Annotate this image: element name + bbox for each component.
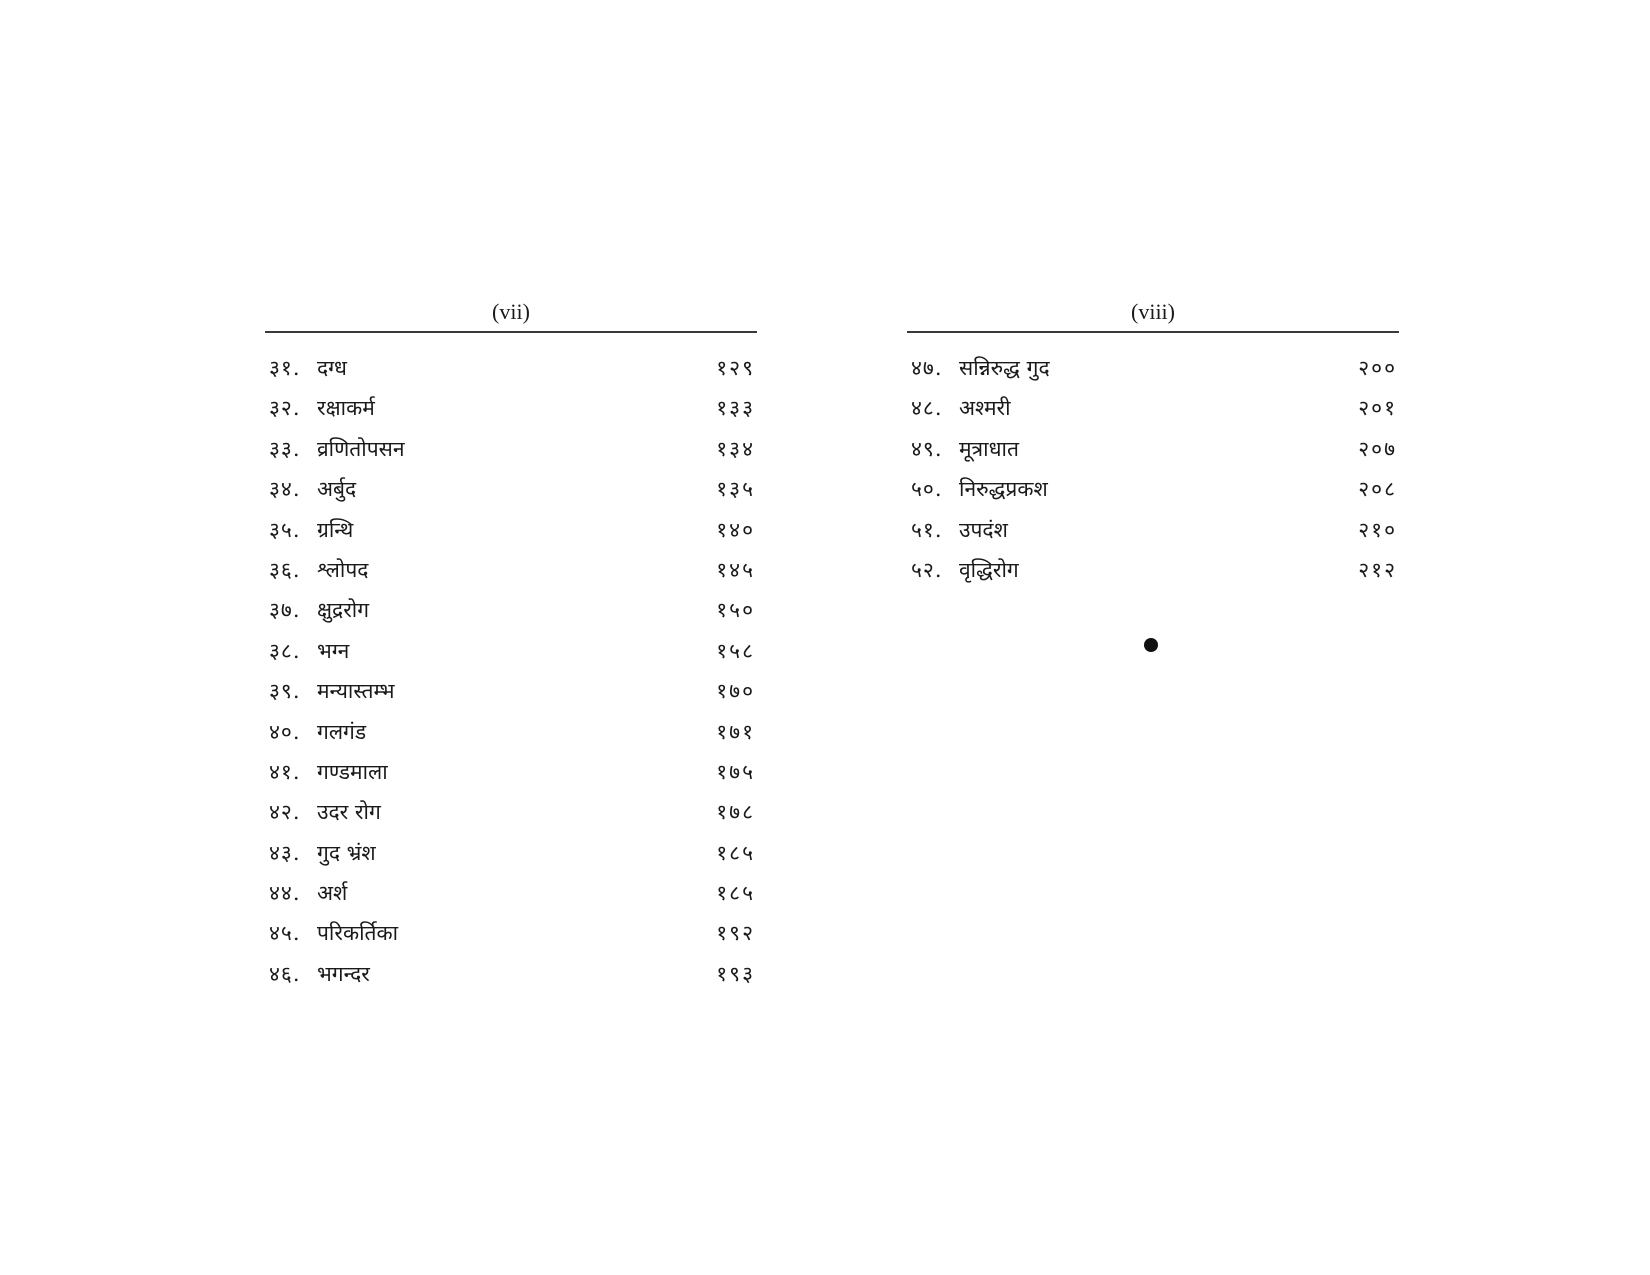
entry-title: रक्षाकर्म — [317, 396, 375, 421]
entry-number: ५१. — [911, 517, 943, 542]
entry-page-number: १५० — [716, 598, 755, 623]
entry-page-number: १९३ — [716, 961, 755, 986]
entry-number: ३९. — [269, 679, 301, 704]
entry-number: ५२. — [911, 557, 943, 582]
entry-number: ४२. — [269, 800, 301, 825]
entry-page-number: १४० — [716, 517, 755, 542]
entry-page-number: १८५ — [716, 881, 755, 906]
entry-title: उपदंश — [959, 517, 1008, 542]
entry-number: ३५. — [269, 517, 301, 542]
entry-page-number: १७० — [716, 679, 755, 704]
entry-title: गण्डमाला — [317, 759, 388, 784]
entry-number: ३४. — [269, 477, 301, 502]
toc-list — [907, 351, 1399, 593]
entry-number: ३३. — [269, 436, 301, 461]
entry-page-number: १७१ — [716, 719, 755, 744]
toc-entry — [907, 351, 1399, 391]
entry-page-number: १३३ — [716, 396, 755, 421]
entry-title: अश्मरी — [959, 396, 1011, 421]
entry-number: ४५. — [269, 921, 301, 946]
toc-entry — [265, 674, 757, 714]
entry-title: वृद्धिरोग — [959, 557, 1019, 582]
toc-entry — [265, 715, 757, 755]
entry-title: सन्निरुद्ध गुद — [959, 356, 1050, 380]
header-rule — [265, 331, 757, 333]
entry-title: भगन्दर — [317, 961, 370, 986]
toc-entry — [265, 432, 757, 472]
entry-page-number: २०० — [1358, 356, 1397, 380]
toc-list — [265, 351, 757, 997]
toc-entry — [265, 391, 757, 431]
entry-title: मूत्राधात — [959, 436, 1019, 461]
entry-page-number: १९२ — [716, 921, 755, 946]
toc-entry — [907, 472, 1399, 512]
entry-title: गुद भ्रंश — [317, 840, 376, 865]
entry-page-number: १३४ — [716, 436, 755, 461]
entry-number: ५०. — [911, 477, 943, 502]
toc-entry — [265, 876, 757, 916]
entry-number: ४६. — [269, 961, 301, 986]
toc-entry — [265, 634, 757, 674]
entry-number: ४०. — [269, 719, 301, 744]
entry-number: ४८. — [911, 396, 943, 421]
toc-entry — [907, 513, 1399, 553]
entry-title: निरुद्धप्रकश — [959, 477, 1048, 502]
page-number: (vii) — [492, 299, 530, 324]
toc-entry — [265, 472, 757, 512]
entry-number: ३१. — [269, 356, 301, 380]
toc-entry — [265, 513, 757, 553]
entry-page-number: २१० — [1358, 517, 1397, 542]
entry-page-number: २१२ — [1358, 557, 1397, 582]
entry-title: गलगंड — [317, 719, 367, 744]
entry-title: क्षुद्ररोग — [317, 598, 370, 623]
toc-entry — [907, 432, 1399, 472]
entry-number: ४३. — [269, 840, 301, 865]
entry-page-number: २०७ — [1358, 436, 1397, 461]
entry-page-number: १३५ — [716, 477, 755, 502]
toc-entry — [265, 795, 757, 835]
entry-number: ४९. — [911, 436, 943, 461]
entry-title: ग्रन्थि — [317, 517, 354, 542]
entry-number: ३७. — [269, 598, 301, 623]
toc-entry — [265, 553, 757, 593]
entry-title: भग्न — [317, 638, 350, 663]
entry-page-number: १७८ — [716, 800, 755, 825]
entry-title: अर्बुद — [317, 477, 357, 502]
entry-number: ३२. — [269, 396, 301, 421]
entry-page-number: १८५ — [716, 840, 755, 865]
end-bullet — [1144, 638, 1158, 652]
toc-entry — [265, 957, 757, 997]
entry-title: व्रणितोपसन — [317, 436, 405, 461]
toc-entry — [907, 553, 1399, 593]
entry-page-number: १५८ — [716, 638, 755, 663]
entry-title: दग्ध — [317, 356, 347, 380]
header-rule — [907, 331, 1399, 333]
entry-number: ३६. — [269, 557, 301, 582]
toc-entry — [265, 593, 757, 633]
entry-page-number: १७५ — [716, 759, 755, 784]
toc-entry — [265, 836, 757, 876]
entry-page-number: १४५ — [716, 557, 755, 582]
entry-title: अर्श — [317, 881, 348, 906]
toc-entry — [265, 351, 757, 391]
entry-page-number: २०१ — [1358, 396, 1397, 421]
entry-title: उदर रोग — [317, 800, 381, 825]
entry-number: ४७. — [911, 356, 943, 380]
entry-title: परिकर्तिका — [317, 921, 399, 946]
toc-entry — [265, 755, 757, 795]
entry-page-number: २०८ — [1358, 477, 1397, 502]
entry-page-number: १२९ — [716, 356, 755, 380]
entry-title: श्लोपद — [317, 557, 369, 582]
entry-title: मन्यास्तम्भ — [317, 679, 395, 704]
entry-number: ४१. — [269, 759, 301, 784]
entry-number: ४४. — [269, 881, 301, 906]
toc-entry — [265, 916, 757, 956]
toc-entry — [907, 391, 1399, 431]
entry-number: ३८. — [269, 638, 301, 663]
page-number: (viii) — [1131, 299, 1175, 324]
